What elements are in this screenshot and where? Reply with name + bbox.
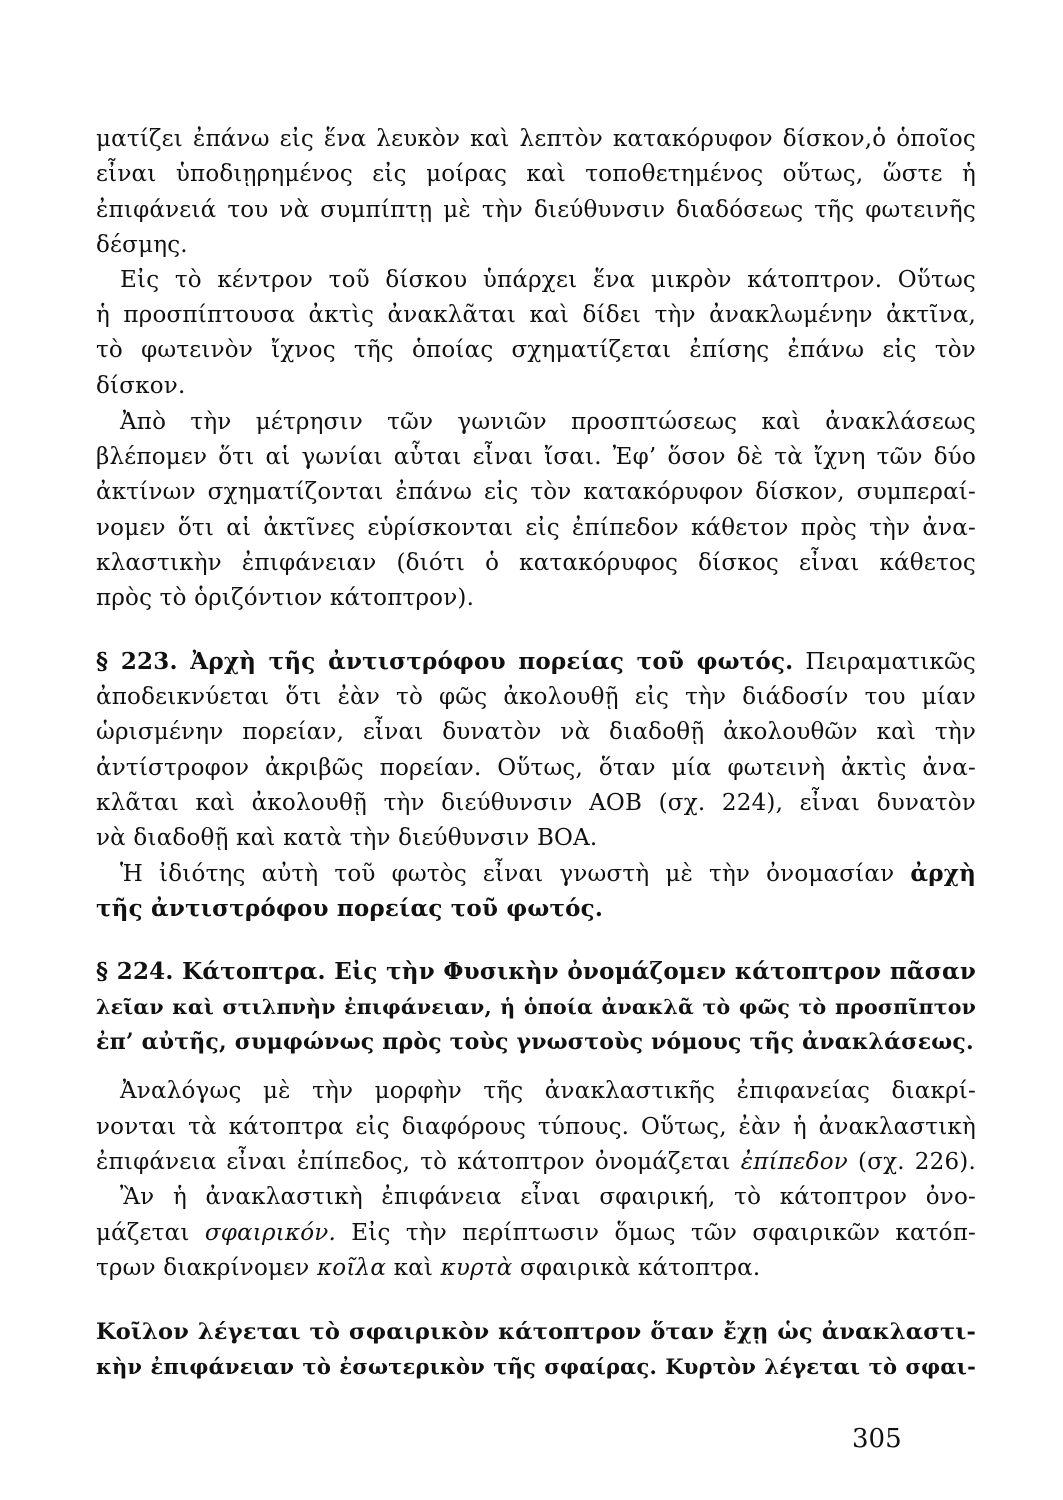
bold-text-line: κὴν ἐπιφάνειαν τὸ ἐσωτερικὸν τῆς σφαίρας. Κυρτὸν λέγεται τὸ σφαι- — [96, 1354, 976, 1379]
bold-text-line: ἐπ’ αὐτῆς, συμφώνως πρὸς τοὺς γνωστοὺς νόμους τῆς ἀνακλάσεως. — [96, 1029, 974, 1055]
text-line: νὰ διαδοθῇ καὶ κατὰ τὴν διεύθυνσιν ΒΟΑ. — [96, 825, 598, 851]
text-line: νονται τὰ κάτοπτρα εἰς διαφόρους τύπους. Οὕτως, ἐὰν ἡ ἀνακλαστικὴ — [96, 1114, 976, 1140]
text-line: ἡ προσπίπτουσα ἀκτὶς ἀνακλᾶται καὶ δίδει τὴν ἀνακλωμένην ἀκτῖνα, — [96, 302, 976, 328]
section-223-heading: § 223. Ἀρχὴ τῆς ἀντιστρόφου πορείας τοῦ φωτός. — [96, 648, 794, 675]
text-line: νομεν ὅτι αἱ ἀκτῖνες εὑρίσκονται εἰς ἐπίπεδον κάθετον πρὸς τὴν ἀνα- — [96, 515, 976, 541]
bold-text-line: λεῖαν καὶ στιλπνὴν ἐπιφάνειαν, ἡ ὁποία ἀνακλᾶ τὸ φῶς τὸ προσπῖπτον — [96, 995, 976, 1019]
section-223-first-line: § 223. Ἀρχὴ τῆς ἀντιστρόφου πορείας τοῦ φωτός. Πειραματικῶς — [96, 648, 976, 675]
text-line: δίσκον. — [96, 373, 186, 399]
text-line: δέσμης. — [96, 232, 188, 258]
text-line: ἀκτίνων σχηματίζονται ἐπάνω εἰς τὸν κατακόρυφον δίσκον, συμπεραί- — [96, 479, 976, 505]
text-line: Εἰς τὸ κέντρον τοῦ δίσκου ὑπάρχει ἕνα μικρὸν κάτοπτρον. Οὕτως — [120, 267, 976, 293]
text-line: ματίζει ἐπάνω εἰς ἕνα λευκὸν καὶ λεπτὸν κατακόρυφον δίσκον,ὁ ὁποῖος — [96, 126, 976, 152]
text-line: ὡρισμένην πορείαν, εἶναι δυνατὸν νὰ διαδοθῇ ἀκολουθῶν καὶ τὴν — [96, 719, 976, 745]
text-line: εἶναι ὑποδιῃρημένος εἰς μοίρας καὶ τοποθετημένος οὕτως, ὥστε ἡ — [96, 161, 976, 187]
text-line: ἀποδεικνύεται ὅτι ἐὰν τὸ φῶς ἀκολουθῇ εἰς τὴν διάδοσίν του μίαν — [96, 684, 976, 710]
bold-text-line: Κοῖλον λέγεται τὸ σφαιρικὸν κάτοπτρον ὅταν ἔχῃ ὡς ἀνακλαστι- — [96, 1319, 976, 1345]
text-line: Ἀναλόγως μὲ τὴν μορφὴν τῆς ἀνακλαστικῆς ἐπιφανείας διακρί- — [120, 1078, 976, 1104]
text-line: ἐπιφάνειά του νὰ συμπίπτῃ μὲ τὴν διεύθυνσιν διαδόσεως τῆς φωτεινῆς — [96, 197, 976, 223]
bold-text-line: τῆς ἀντιστρόφου πορείας τοῦ φωτός. — [96, 895, 604, 922]
text-line: μάζεται σφαιρικόν. Εἰς τὴν περίπτωσιν ὅμως τῶν σφαιρικῶν κατόπ- — [96, 1220, 977, 1246]
section-224-heading: § 224. Κάτοπτρα. Εἰς τὴν Φυσικὴν ὀνομάζομεν κάτοπτρον πᾶσαν — [96, 958, 976, 985]
text-line: Ἀπὸ τὴν μέτρησιν τῶν γωνιῶν προσπτώσεως καὶ ἀνακλάσεως — [120, 409, 976, 435]
text-line: κλᾶται καὶ ἀκολουθῇ τὴν διεύθυνσιν ΑΟΒ (σχ. 224), εἶναι δυνατὸν — [96, 790, 976, 816]
text-line: Ἂν ἡ ἀνακλαστικὴ ἐπιφάνεια εἶναι σφαιρική, τὸ κάτοπτρον ὀνο- — [120, 1184, 976, 1210]
page-number: 305 — [852, 1424, 902, 1454]
text-line: κλαστικὴν ἐπιφάνειαν (διότι ὁ κατακόρυφος δίσκος εἶναι κάθετος — [96, 550, 976, 576]
text-line: τὸ φωτεινὸν ἴχνος τῆς ὁποίας σχηματίζεται ἐπίσης ἐπάνω εἰς τὸν — [96, 337, 976, 363]
text-line: Ἡ ἰδιότης αὐτὴ τοῦ φωτὸς εἶναι γνωστὴ μὲ τὴν ὀνομασίαν ἀρχὴ — [120, 860, 977, 887]
text-line: ἐπιφάνεια εἶναι ἐπίπεδος, τὸ κάτοπτρον ὀνομάζεται ἐπίπεδον (σχ. 226). — [96, 1149, 976, 1175]
text-line: πρὸς τὸ ὁριζόντιον κάτοπτρον). — [96, 585, 475, 611]
text-line: ἀντίστροφον ἀκριβῶς πορείαν. Οὕτως, ὅταν μία φωτεινὴ ἀκτὶς ἀνα- — [96, 755, 976, 781]
text-line: βλέπομεν ὅτι αἱ γωνίαι αὗται εἶναι ἴσαι. Ἐφ’ ὅσον δὲ τὰ ἴχνη τῶν δύο — [96, 444, 976, 470]
text-line: τρων διακρίνομεν κοῖλα καὶ κυρτὰ σφαιρικὰ κάτοπτρα. — [96, 1255, 761, 1281]
